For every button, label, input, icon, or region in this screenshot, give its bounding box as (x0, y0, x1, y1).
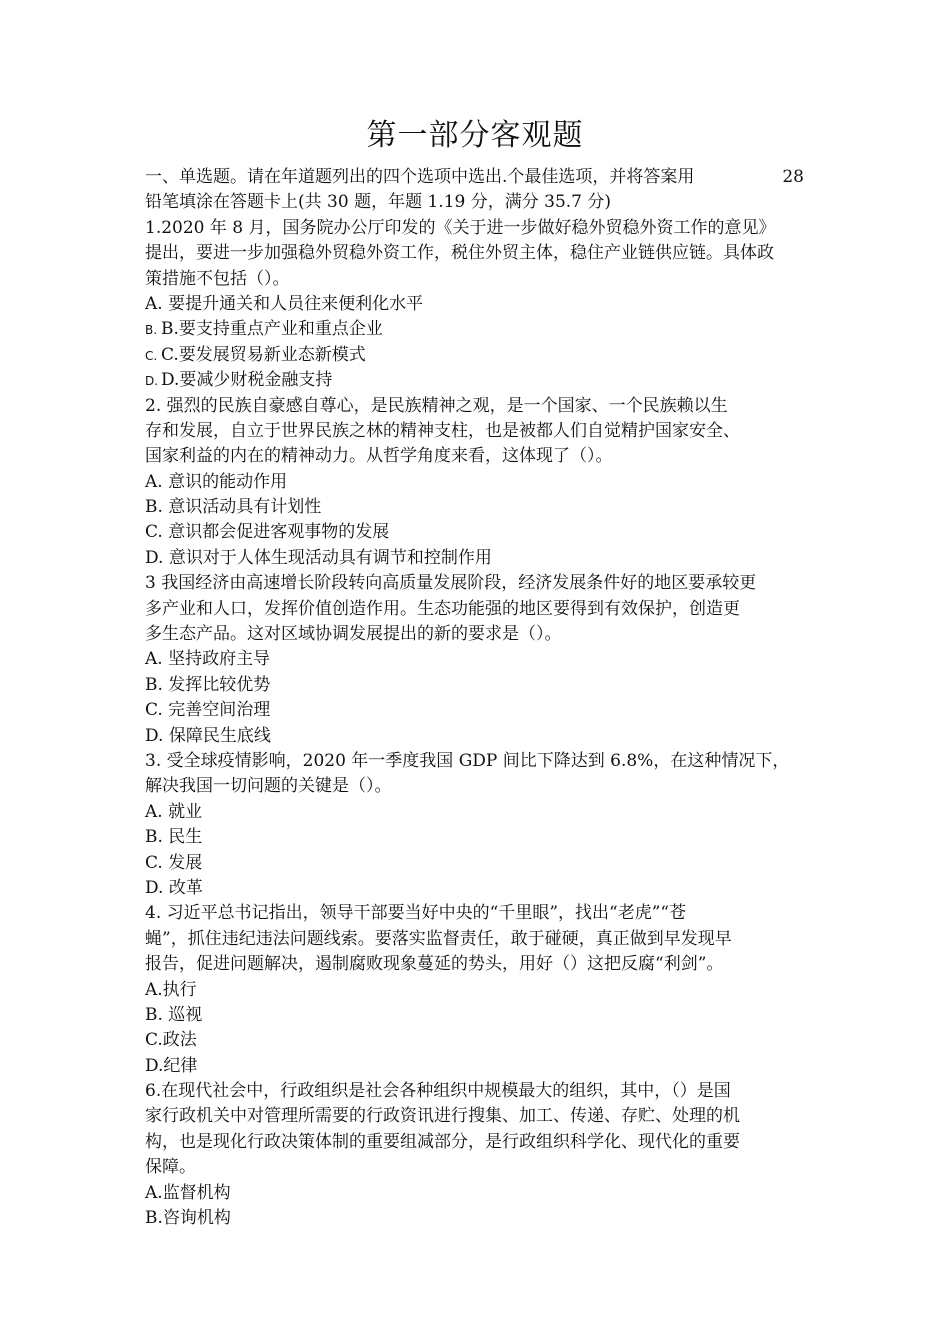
option-b: B. 巡视 (145, 1004, 203, 1025)
question-text-line: 国家利益的内在的精神动力。从哲学角度来看，这体现了（）。 (145, 446, 613, 467)
instructions-number: 28 (782, 167, 804, 187)
question-2 (145, 394, 817, 572)
question-5 (145, 901, 817, 1079)
option-b: B.咨询机构 (145, 1208, 231, 1229)
option-list-marker: D. (145, 374, 159, 389)
option-a (145, 292, 817, 317)
option-c: C. 发展 (145, 852, 203, 873)
question-text-line: 家行政机关中对管理所需要的行政资讯进行搜集、加工、传递、存贮、处理的机 (145, 1106, 740, 1127)
option-a: A.监督机构 (145, 1182, 231, 1203)
question-1 (145, 216, 817, 394)
option-text: C.要发展贸易新业态新模式 (161, 344, 366, 365)
question-text-line: 提出，要进一步加强稳外贸稳外资工作，税住外贸主体，稳住产业链供应链。具体政 (145, 243, 774, 264)
option-text: A. 要提升通关和人员往来便利化水平 (145, 293, 424, 314)
question-text-line: 多生态产品。这对区域协调发展提出的新的要求是（）。 (145, 624, 562, 645)
instructions-line-2: 铅笔填涂在答题卡上(共 30 题，年题 1.19 分，满分 35.7 分) (145, 192, 612, 213)
option-a: A.执行 (145, 979, 197, 1000)
option-c: C. 意识都会促进客观事物的发展 (145, 522, 390, 543)
option-c (145, 343, 817, 368)
option-a: A. 坚持政府主导 (145, 649, 271, 670)
page-title: 第一部分客观题 (366, 118, 584, 153)
option-b (145, 317, 817, 342)
question-text-line: 构，也是现化行政决策体制的重要组减部分，是行政组织科学化、现代化的重要 (145, 1131, 740, 1152)
option-c: C. 完善空间治理 (145, 700, 271, 721)
option-d: D. 保障民生底线 (145, 725, 271, 746)
option-d: D. 意识对于人体生现活动具有调节和控制作用 (145, 547, 492, 568)
question-text-line: 6.在现代社会中，行政组织是社会各种组织中规模最大的组织，其中，（）是国 (145, 1081, 731, 1102)
option-a: A. 就业 (145, 801, 203, 822)
option-text: B.要支持重点产业和重点企业 (161, 319, 383, 340)
question-text-line: 1.2020 年 8 月，国务院办公厅印发的《关于进一步做好稳外贸稳外资工作的意见》 (145, 217, 776, 238)
option-d (145, 368, 817, 393)
option-b: B. 民生 (145, 827, 203, 848)
option-b: B. 意识活动具有计划性 (145, 497, 322, 518)
question-text-line: 存和发展，自立于世界民族之林的精神支柱，也是被都人们自觉精护国家安全、 (145, 420, 740, 441)
question-text-line: 蝇”，抓住违纪违法问题线索。要落实监督责任，敢于碰硬，真正做到早发现早 (145, 928, 732, 949)
question-6 (145, 1079, 817, 1231)
question-4 (145, 749, 817, 901)
question-3 (145, 571, 817, 749)
question-text-line: 策措施不包括（）。 (145, 268, 290, 289)
question-text-line: 多产业和人口，发挥价值创造作用。生态功能强的地区要得到有效保护，创造更 (145, 598, 740, 619)
instructions-text: 一、单选题。请在年道题列出的四个选项中选出.个最佳选项，并将答案用 (145, 167, 695, 187)
question-text-line: 3. 受全球疫情影响，2020 年一季度我国 GDP 间比下降达到 6.8%，在这种情况下， (145, 750, 790, 771)
option-text: D.要减少财税金融支持 (161, 370, 333, 391)
option-c: C.政法 (145, 1030, 197, 1051)
option-list-marker: B. (145, 323, 158, 338)
option-d: D. 改革 (145, 877, 203, 898)
question-text-line: 3 我国经济由高速增长阶段转向高质量发展阶段，经济发展条件好的地区要承较更 (145, 573, 757, 594)
option-list-marker: C. (145, 348, 158, 363)
document-body (145, 165, 817, 1231)
option-b: B. 发挥比较优势 (145, 674, 271, 695)
instructions-line-1 (145, 165, 817, 190)
question-text-line: 2. 强烈的民族自豪感自尊心，是民族精神之观，是一个国家、一个民族赖以生 (145, 395, 728, 416)
option-d: D.纪律 (145, 1055, 198, 1076)
question-text-line: 保障。 (145, 1157, 196, 1178)
question-text-line: 4. 习近平总书记指出，领导干部要当好中央的“千里眼”，找出“老虎”“苍 (145, 903, 687, 924)
option-a: A. 意识的能动作用 (145, 471, 288, 492)
question-text-line: 解决我国一切问题的关键是（）。 (145, 776, 392, 797)
question-text-line: 报告，促进问题解决，遏制腐败现象蔓延的势头，用好（）这把反腐“利剑”。 (145, 954, 724, 975)
